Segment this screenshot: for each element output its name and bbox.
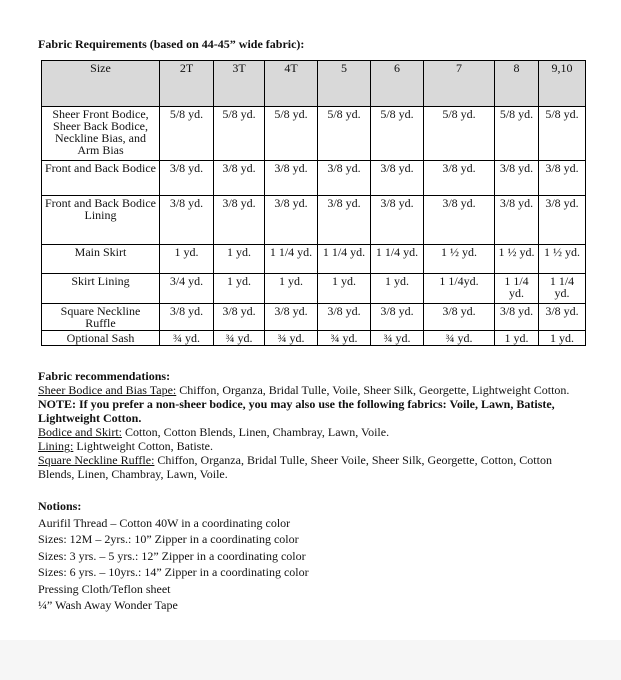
table-cell: 3/8 yd. [265, 304, 318, 331]
row-label: Sheer Front Bodice, Sheer Back Bodice, Neckline Bias, and Arm Bias [42, 107, 160, 161]
table-cell: 3/8 yd. [318, 161, 371, 196]
table-cell: 5/8 yd. [495, 107, 539, 161]
table-cell: 3/8 yd. [160, 161, 214, 196]
header-size-7: 7 [424, 61, 495, 107]
table-row [42, 107, 586, 161]
table-cell: 3/8 yd. [539, 161, 586, 196]
table-cell: 5/8 yd. [214, 107, 265, 161]
table-cell: 1 yd. [160, 245, 214, 274]
ruffle-recommendation [38, 453, 588, 481]
fabric-recommendations [38, 369, 588, 481]
notions-section [38, 498, 588, 614]
lining-recommendation [38, 439, 588, 453]
table-cell: 5/8 yd. [424, 107, 495, 161]
header-size-4t: 4T [265, 61, 318, 107]
notion-item: Pressing Cloth/Teflon sheet [38, 581, 171, 596]
table-cell: 3/8 yd. [424, 304, 495, 331]
table-cell: 3/8 yd. [371, 196, 424, 245]
table-cell: 3/8 yd. [495, 304, 539, 331]
document-page [38, 37, 588, 614]
table-cell: 1 ½ yd. [539, 245, 586, 274]
table-cell: 3/8 yd. [371, 161, 424, 196]
notion-item: Aurifil Thread – Cotton 40W in a coordinating color [38, 515, 291, 530]
table-cell: 1 yd. [371, 274, 424, 304]
row-label: Main Skirt [42, 245, 160, 274]
row-label: Front and Back Bodice [42, 161, 160, 196]
table-cell: 5/8 yd. [371, 107, 424, 161]
row-label: Optional Sash [42, 331, 160, 346]
table-cell: 1 yd. [265, 274, 318, 304]
table-cell: 3/8 yd. [214, 196, 265, 245]
non-sheer-note: NOTE: If you prefer a non-sheer bodice, you may also use the following fabrics: Voile, Lawn, Batiste, Lightweight Cotton. [38, 397, 555, 425]
table-cell: 3/8 yd. [495, 161, 539, 196]
page-bottom-margin [0, 640, 621, 680]
table-row [42, 331, 586, 346]
bodice-skirt-text: Cotton, Cotton Blends, Linen, Chambray, Lawn, Voile. [122, 425, 390, 439]
table-cell: 1 ½ yd. [495, 245, 539, 274]
ruffle-label: Square Neckline Ruffle: [38, 453, 155, 467]
table-cell: 3/8 yd. [318, 304, 371, 331]
lining-text: Lightweight Cotton, Batiste. [73, 439, 214, 453]
table-cell: 1 1/4yd. [424, 274, 495, 304]
fabric-requirements-heading: Fabric Requirements (based on 44-45” wide fabric): [38, 37, 305, 51]
table-cell: 5/8 yd. [318, 107, 371, 161]
table-cell: 3/8 yd. [539, 304, 586, 331]
row-label: Square Neckline Ruffle [42, 304, 160, 331]
table-cell: 1 1/4 yd. [539, 274, 586, 304]
table-cell: 1 yd. [318, 274, 371, 304]
table-cell: 1 1/4 yd. [371, 245, 424, 274]
table-cell: 5/8 yd. [539, 107, 586, 161]
table-cell: ¾ yd. [371, 331, 424, 346]
table-header-row [42, 61, 586, 107]
notion-item: ¼” Wash Away Wonder Tape [38, 598, 178, 612]
ruffle-text: Chiffon, Organza, Bridal Tulle, Sheer Voile, Sheer Silk, Georgette, Cotton, Cotton Blends, Linen, Chambray, Lawn, Voile. [38, 453, 552, 481]
bodice-skirt-label: Bodice and Skirt: [38, 425, 122, 439]
header-size-3t: 3T [214, 61, 265, 107]
header-size-2t: 2T [160, 61, 214, 107]
header-size-6: 6 [371, 61, 424, 107]
table-cell: ¾ yd. [160, 331, 214, 346]
notions-title: Notions: [38, 499, 82, 513]
header-size-9-10: 9,10 [539, 61, 586, 107]
row-label: Skirt Lining [42, 274, 160, 304]
table-row [42, 304, 586, 331]
table-cell: ¾ yd. [265, 331, 318, 346]
table-cell: 1 1/4 yd. [265, 245, 318, 274]
sheer-bodice-recommendation [38, 383, 588, 397]
sheer-bodice-text: Chiffon, Organza, Bridal Tulle, Voile, Sheer Silk, Georgette, Lightweight Cotton. [176, 383, 570, 397]
table-cell: 3/8 yd. [214, 161, 265, 196]
table-row [42, 161, 586, 196]
lining-label: Lining: [38, 439, 74, 453]
table-cell: 5/8 yd. [160, 107, 214, 161]
table-cell: 3/4 yd. [160, 274, 214, 304]
table-cell: 3/8 yd. [160, 304, 214, 331]
table-cell: ¾ yd. [214, 331, 265, 346]
table-cell: 3/8 yd. [495, 196, 539, 245]
table-cell: 1 yd. [539, 331, 586, 346]
table-cell: ¾ yd. [424, 331, 495, 346]
table-row [42, 196, 586, 245]
table-cell: ¾ yd. [318, 331, 371, 346]
table-cell: 1 1/4 yd. [495, 274, 539, 304]
table-cell: 5/8 yd. [265, 107, 318, 161]
table-cell: 3/8 yd. [160, 196, 214, 245]
table-cell: 3/8 yd. [539, 196, 586, 245]
table-cell: 3/8 yd. [265, 161, 318, 196]
table-cell: 3/8 yd. [424, 196, 495, 245]
table-cell: 1 1/4 yd. [318, 245, 371, 274]
table-cell: 1 yd. [214, 245, 265, 274]
header-size: Size [42, 61, 160, 107]
notion-item: Sizes: 6 yrs. – 10yrs.: 14” Zipper in a coordinating color [38, 565, 309, 579]
notion-item: Sizes: 12M – 2yrs.: 10” Zipper in a coordinating color [38, 532, 299, 546]
notion-item: Sizes: 3 yrs. – 5 yrs.: 12” Zipper in a coordinating color [38, 548, 306, 563]
table-cell: 1 ½ yd. [424, 245, 495, 274]
table-cell: 3/8 yd. [318, 196, 371, 245]
table-cell: 3/8 yd. [265, 196, 318, 245]
table-cell: 3/8 yd. [424, 161, 495, 196]
table-cell: 1 yd. [495, 331, 539, 346]
fabric-requirements-table [41, 60, 586, 346]
table-cell: 3/8 yd. [214, 304, 265, 331]
sheer-bodice-label: Sheer Bodice and Bias Tape: [38, 383, 177, 397]
header-size-8: 8 [495, 61, 539, 107]
table-row [42, 274, 586, 304]
bodice-skirt-recommendation [38, 425, 588, 439]
table-cell: 1 yd. [214, 274, 265, 304]
recommendations-title: Fabric recommendations: [38, 369, 171, 383]
table-row [42, 245, 586, 274]
row-label: Front and Back Bodice Lining [42, 196, 160, 245]
table-cell: 3/8 yd. [371, 304, 424, 331]
header-size-5: 5 [318, 61, 371, 107]
